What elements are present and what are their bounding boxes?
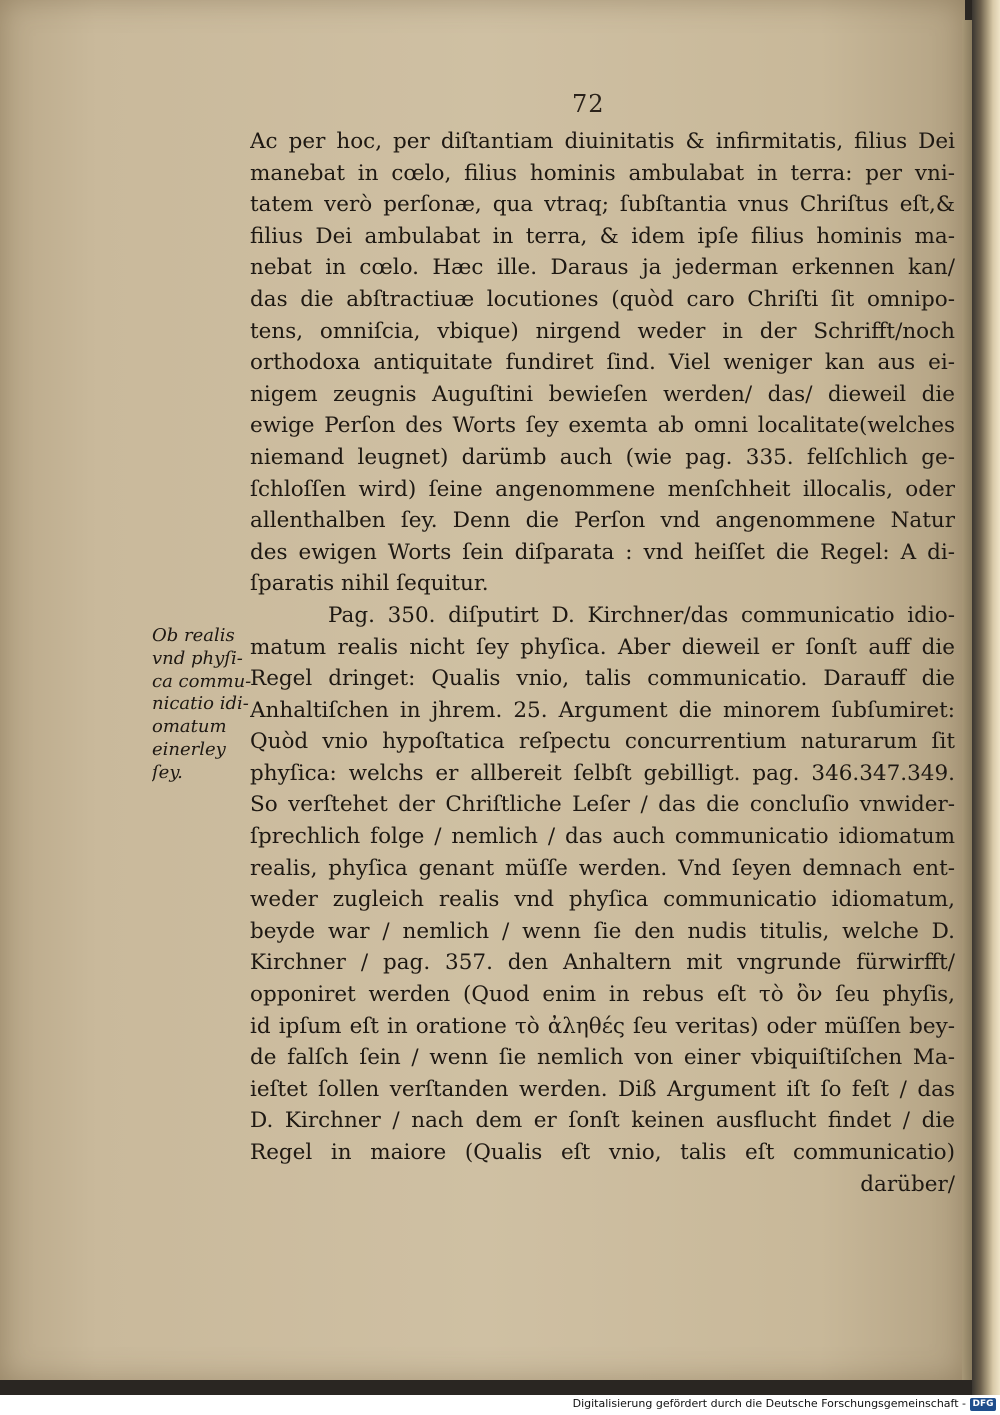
text-line: Anhaltiſchen in jhrem. 25. Argument die minorem ſubſumiret: bbox=[250, 697, 955, 723]
margin-note-line: vnd phyſi- bbox=[152, 647, 243, 669]
text-line: weder zugleich realis vnd phyſica communicatio idiomatum, bbox=[250, 887, 955, 913]
text-line: Kirchner / pag. 357. den Anhaltern mit vngrunde fürwirfft/ bbox=[250, 950, 955, 976]
text-line: beyde war / nemlich / wenn ſie den nudis titulis, welche D. bbox=[250, 918, 955, 944]
text-line: D. Kirchner / nach dem er ſonſt keinen ausflucht findet / die bbox=[250, 1108, 955, 1134]
catchword: darüber/ bbox=[860, 1171, 955, 1197]
text-line: de falſch ſein / wenn ſie nemlich von einer vbiquiſtiſchen Ma- bbox=[250, 1045, 955, 1071]
text-line: Regel in maiore (Qualis eſt vnio, talis eſt communicatio) bbox=[250, 1140, 955, 1165]
margin-note-line: ca commu- bbox=[152, 670, 252, 692]
margin-note-line: nicatio idi- bbox=[152, 693, 249, 715]
margin-note-line: Ob realis bbox=[152, 625, 235, 646]
margin-note-line: einerley bbox=[152, 738, 226, 760]
text-line: manebat in cœlo, filius hominis ambulabat in terra: per vni- bbox=[250, 160, 955, 186]
margin-note-line: ſey. bbox=[152, 761, 183, 783]
text-line: opponiret werden (Quod enim in rebus eſt τὸ ὂν ſeu phyſis, bbox=[250, 982, 955, 1008]
text-line: Regel dringet: Qualis vnio, talis communicatio. Darauff die bbox=[250, 666, 955, 692]
text-line: des ewigen Worts ſein diſparata : vnd heiſſet die Regel: A di- bbox=[250, 539, 955, 565]
text-line: nebat in cœlo. Hæc ille. Daraus ja jederman erkennen kan/ bbox=[250, 255, 955, 281]
page-number: 72 bbox=[572, 90, 605, 118]
text-line: ewige Perſon des Worts ſey exemta ab omni localitate(welches bbox=[250, 413, 955, 439]
body-text bbox=[250, 126, 955, 1200]
text-line: id ipſum eſt in oratione τὸ ἀληθές ſeu veritas) oder müſſen bey- bbox=[250, 1013, 955, 1039]
text-line: Pag. 350. diſputirt D. Kirchner/das communicatio idio- bbox=[328, 602, 955, 628]
text-line: ſchloſſen wird) ſeine angenommene menſchheit illocalis, oder bbox=[250, 476, 955, 502]
margin-note-line: omatum bbox=[152, 716, 227, 738]
text-line: So verſtehet der Chriſtliche Leſer / das die concluſio vnwider- bbox=[250, 792, 955, 818]
text-line: ieſtet ſollen verſtanden werden. Diß Argument iſt ſo feſt / das bbox=[250, 1076, 955, 1102]
footer-credit: Digitalisierung gefördert durch die Deutsche Forschungsgemeinschaft - bbox=[572, 1397, 966, 1410]
dfg-logo: DFG bbox=[970, 1398, 996, 1411]
text-line: Ac per hoc, per diſtantiam diuinitatis & infirmitatis, filius Dei bbox=[250, 129, 955, 154]
footer bbox=[0, 1395, 1000, 1415]
text-line: ſprechlich folge / nemlich / das auch communicatio idiomatum bbox=[250, 824, 955, 850]
text-line: allenthalben ſey. Denn die Perſon vnd angenommene Natur bbox=[250, 508, 955, 534]
text-line: nigem zeugnis Auguſtini bewieſen werden/ das/ dieweil die bbox=[250, 381, 955, 407]
text-line: tatem verò perſonæ, qua vtraq; ſubſtantia vnus Chriſtus eſt,& bbox=[250, 192, 955, 218]
text-line: tens, omniſcia, vbique) nirgend weder in der Schrifft/noch bbox=[250, 318, 955, 344]
text-line: niemand leugnet) darümb auch (wie pag. 335. felſchlich ge- bbox=[250, 444, 955, 470]
text-line: das die abſtractiuæ locutiones (quòd caro Chriſti ſit omnipo- bbox=[250, 286, 955, 312]
text-line: orthodoxa antiquitate fundiret ſind. Viel weniger kan aus ei- bbox=[250, 350, 955, 376]
book-edge-strip bbox=[972, 0, 1000, 1395]
text-line: filius Dei ambulabat in terra, & idem ipſe filius hominis ma- bbox=[250, 223, 955, 249]
text-line: matum realis nicht ſey phyſica. Aber dieweil er ſonſt auff die bbox=[250, 634, 955, 660]
text-line: phyſica: welchs er allbereit ſelbſt gebilligt. pag. 346.347.349. bbox=[250, 760, 955, 786]
margin-note bbox=[152, 625, 252, 785]
text-line: ſparatis nihil ſequitur. bbox=[250, 571, 489, 597]
text-line: realis, phyſica genant müſſe werden. Vnd ſeyen demnach ent- bbox=[250, 855, 955, 881]
text-line: Quòd vnio hypoſtatica reſpectu concurrentium naturarum ſit bbox=[250, 729, 955, 755]
